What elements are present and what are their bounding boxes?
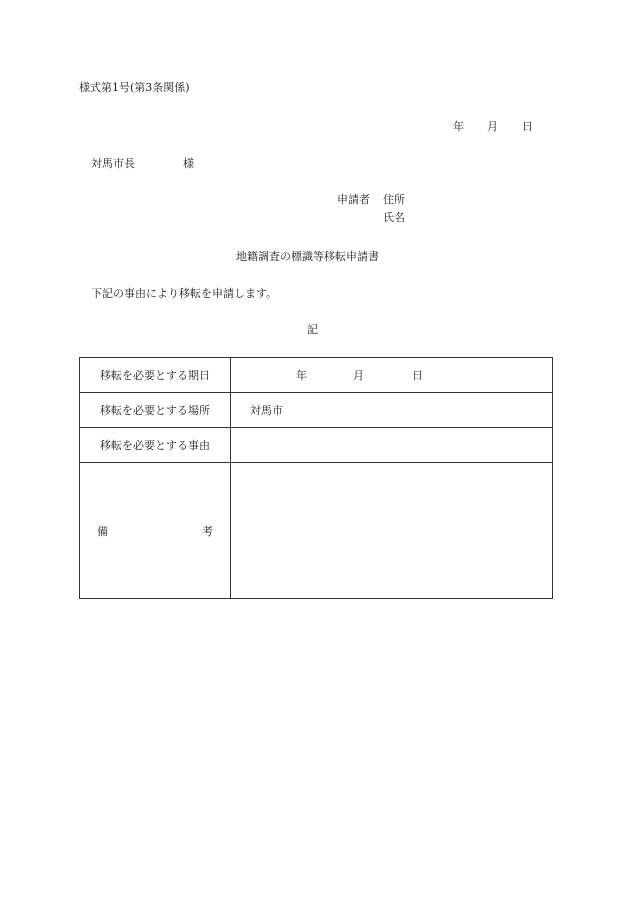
address-label: 住所 — [383, 193, 405, 206]
table-date-day: 日 — [412, 369, 423, 382]
table-row — [80, 393, 553, 428]
note-heading: 記 — [307, 323, 318, 336]
remarks-label-left: 備 — [97, 524, 108, 538]
row-label-place: 移転を必要とする場所 — [80, 393, 231, 428]
table-date-month: 月 — [353, 369, 364, 382]
table-row — [80, 463, 553, 599]
addressee-honorific: 様 — [183, 157, 194, 170]
application-table — [79, 357, 553, 599]
addressee: 対馬市長 — [91, 157, 135, 170]
name-label: 氏名 — [383, 211, 405, 224]
place-input-cell[interactable] — [231, 393, 553, 428]
row-label-reason: 移転を必要とする事由 — [80, 428, 231, 463]
date-month-label: 月 — [487, 120, 498, 133]
date-day-label: 日 — [522, 120, 533, 133]
document-title: 地籍調査の標識等移転申請書 — [236, 250, 379, 263]
row-label-date: 移転を必要とする期日 — [80, 358, 231, 393]
table-row — [80, 428, 553, 463]
remarks-label-right: 考 — [202, 524, 213, 538]
date-year-label: 年 — [453, 120, 464, 133]
form-number: 様式第1号(第3条関係) — [79, 81, 190, 94]
row-label-remarks — [80, 463, 231, 599]
table-row — [80, 358, 553, 393]
table-date-year: 年 — [296, 369, 307, 382]
applicant-label: 申請者 — [337, 193, 370, 206]
place-value: 対馬市 — [250, 404, 283, 417]
body-text: 下記の事由により移転を申請します。 — [91, 287, 278, 300]
reason-input-cell[interactable] — [231, 428, 553, 463]
remarks-input-cell[interactable] — [231, 463, 553, 599]
date-input-cell[interactable] — [231, 358, 553, 393]
